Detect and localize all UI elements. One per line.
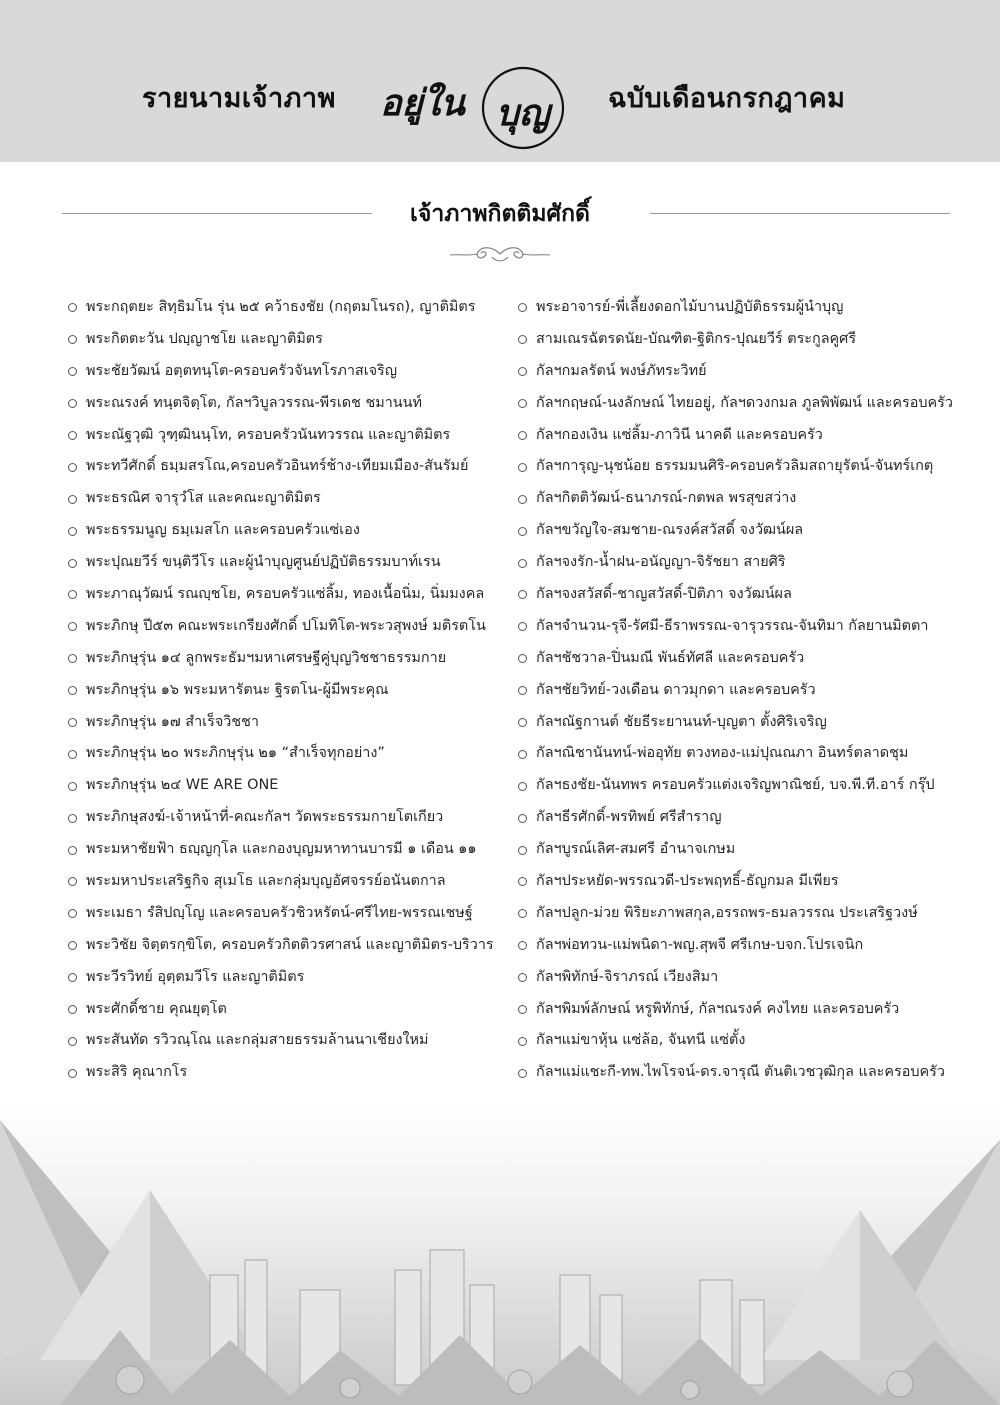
circle-bullet-icon bbox=[68, 622, 77, 631]
left-donor-list bbox=[68, 292, 518, 1089]
right-list-item bbox=[518, 356, 978, 388]
left-donor-name: พระทวีศักดิ์ ธมฺมสรโณ,ครอบครัวอินทร์ช้าง-เทียมเมือง-สันรัมย์ bbox=[86, 458, 469, 475]
circle-bullet-icon bbox=[518, 399, 527, 408]
circle-bullet-icon bbox=[68, 1037, 77, 1046]
circle-bullet-icon bbox=[68, 335, 77, 344]
left-list-item bbox=[68, 994, 518, 1026]
left-donor-name: พระชัยวัฒน์ อตฺตทนฺโต-ครอบครัวจันทโรภาสเจริญ bbox=[86, 362, 398, 379]
header-title-left: รายนามเจ้าภาพ bbox=[142, 83, 336, 114]
circle-bullet-icon bbox=[518, 718, 527, 727]
left-donor-name: พระกิตตะวัน ปญฺญาชโย และญาติมิตร bbox=[86, 330, 323, 347]
left-donor-name: พระเมธา รํสิปญฺโญ และครอบครัวชิวหรัตน์-ศรีไทย-พรรณเชษฐ์ bbox=[86, 904, 473, 921]
left-list-item bbox=[68, 1025, 518, 1057]
left-donor-name: พระวิชัย จิตฺตรกฺขิโต, ครอบครัวกิตติวรศาสน์ และญาติมิตร-บริวาร bbox=[86, 936, 494, 953]
left-donor-name: พระธรรมนูญ ธมฺเมสโก และครอบครัวแซ่เอง bbox=[86, 522, 360, 539]
right-list-item bbox=[518, 388, 978, 420]
right-donor-name: กัลฯจงรัก-น้ำฝน-อนัญญา-จิรัชยา สายศิริ bbox=[536, 554, 786, 571]
right-list-item bbox=[518, 834, 978, 866]
left-list-item bbox=[68, 834, 518, 866]
right-list-item bbox=[518, 1025, 978, 1057]
circle-bullet-icon bbox=[68, 303, 77, 312]
left-list-item bbox=[68, 1057, 518, 1089]
left-donor-name: พระศักดิ์ชาย คุณยุตฺโต bbox=[86, 1000, 227, 1017]
circle-bullet-icon bbox=[68, 750, 77, 759]
left-donor-name: พระภิกษุ ปี๕๓ คณะพระเกรียงศักดิ์ ปโมทิโต-พระวสุพงษ์ มติรตโน bbox=[86, 617, 486, 634]
left-donor-name: พระภิกษุรุ่น ๒๐ พระภิกษุรุ่น ๒๑ “สำเร็จทุกอย่าง” bbox=[86, 745, 385, 762]
left-list-item bbox=[68, 770, 518, 802]
magazine-logo bbox=[380, 62, 602, 158]
left-donor-name: พระปุณยวีร์ ขนฺติวีโร และผู้นำบุญศูนย์ปฏิบัติธรรมบาท์เรน bbox=[86, 554, 441, 571]
right-donor-name: กัลฯแม่ขาหุ้น แซ่ล้อ, จันทนี แซ่ตั้ง bbox=[536, 1032, 746, 1049]
circle-bullet-icon bbox=[518, 686, 527, 695]
left-list-item bbox=[68, 738, 518, 770]
left-list-item bbox=[68, 292, 518, 324]
circle-bullet-icon bbox=[68, 590, 77, 599]
circle-bullet-icon bbox=[68, 909, 77, 918]
right-list-item bbox=[518, 962, 978, 994]
right-donor-name: กัลฯปลูก-ม่วย พิริยะภาพสกุล,อรรถพร-ธมลวรรณ ประเสริฐวงษ์ bbox=[536, 904, 918, 921]
circle-bullet-icon bbox=[68, 654, 77, 663]
right-list-item bbox=[518, 611, 978, 643]
circle-bullet-icon bbox=[68, 559, 77, 568]
right-list-item bbox=[518, 1057, 978, 1089]
circle-bullet-icon bbox=[518, 814, 527, 823]
right-list-item bbox=[518, 866, 978, 898]
right-list-item bbox=[518, 643, 978, 675]
right-donor-name: กัลฯขวัญใจ-สมชาย-ณรงค์สวัสดิ์ จงวัฒน์ผล bbox=[536, 522, 804, 539]
left-donor-name: พระภิกษุรุ่น ๑๖ พระมหารัตนะ ฐิรตโน-ผู้มีพระคุณ bbox=[86, 681, 389, 698]
right-list-item bbox=[518, 802, 978, 834]
circle-bullet-icon bbox=[518, 527, 527, 536]
circle-bullet-icon bbox=[518, 335, 527, 344]
left-list-item bbox=[68, 388, 518, 420]
right-donor-name: กัลฯกองเงิน แซ่ลิ้ม-ภาวินี นาคดี และครอบครัว bbox=[536, 426, 823, 443]
left-list-item bbox=[68, 547, 518, 579]
right-list-item bbox=[518, 451, 978, 483]
left-list-item bbox=[68, 930, 518, 962]
right-donor-name: กัลฯชัชวาล-ปิ่นมณี พันธ์ทัศลี และครอบครัว bbox=[536, 649, 805, 666]
divider-right bbox=[650, 213, 950, 214]
circle-bullet-icon bbox=[518, 941, 527, 950]
right-donor-name: กัลฯธงชัย-นันทพร ครอบครัวแต่งเจริญพาณิชย์, บจ.พี.ที.อาร์ กรุ๊ป bbox=[536, 777, 935, 794]
header-title-right: ฉบับเดือนกรกฎาคม bbox=[608, 83, 846, 114]
left-list-item bbox=[68, 483, 518, 515]
logo-text-b: บุญ bbox=[496, 92, 550, 134]
left-donor-name: พระภิกษุรุ่น ๒๔ WE ARE ONE bbox=[86, 777, 279, 794]
left-donor-name: พระมหาชัยฟ้า ธญฺญกุโล และกองบุญมหาทานบารมี ๑ เดือน ๑๑ bbox=[86, 841, 477, 858]
left-donor-name: พระภิกษุรุ่น ๑๔ ลูกพระธัมฯมหาเศรษฐีคู่บุญวิชชาธรรมกาย bbox=[86, 649, 447, 666]
circle-bullet-icon bbox=[518, 303, 527, 312]
right-donor-name: กัลฯบูรณ์เลิศ-สมศรี อำนาจเกษม bbox=[536, 841, 736, 858]
circle-bullet-icon bbox=[518, 559, 527, 568]
right-donor-name: กัลฯธีรศักดิ์-พรทิพย์ ศรีสำราญ bbox=[536, 809, 722, 826]
right-donor-name: กัลฯพ่อทวน-แม่พนิดา-พญ.สุพจี ศรีเกษ-บจก.โปรเจนิก bbox=[536, 936, 864, 953]
circle-bullet-icon bbox=[68, 973, 77, 982]
right-donor-name: กัลฯณัฐกานต์ ชัยธีระยานนท์-บุญตา ตั้งศิริเจริญ bbox=[536, 713, 827, 730]
right-list-item bbox=[518, 707, 978, 739]
left-donor-name: พระวีรวิทย์ อุตฺตมวีโร และญาติมิตร bbox=[86, 968, 305, 985]
circle-bullet-icon bbox=[68, 877, 77, 886]
circle-bullet-icon bbox=[68, 1069, 77, 1078]
circle-bullet-icon bbox=[518, 622, 527, 631]
circle-bullet-icon bbox=[68, 495, 77, 504]
right-donor-name: กัลฯแม่แชะกี-ทพ.ไพโรจน์-ดร.จารุณี ตันติเวชวุฒิกุล และครอบครัว bbox=[536, 1064, 945, 1081]
left-donor-name: พระมหาประเสริฐกิจ สุเมโธ และกลุ่มบุญอัศจรรย์อนันตกาล bbox=[86, 873, 446, 890]
right-list-item bbox=[518, 579, 978, 611]
circle-bullet-icon bbox=[518, 1069, 527, 1078]
right-donor-name: กัลฯณิชานันทน์-พ่ออุทัย ตวงทอง-แม่ปุณณภา อินทร์ตลาดชุม bbox=[536, 745, 909, 762]
left-list-item bbox=[68, 802, 518, 834]
circle-bullet-icon bbox=[518, 782, 527, 791]
right-list-item bbox=[518, 898, 978, 930]
right-donor-name: พระอาจารย์-พี่เลี้ยงดอกไม้บานปฏิบัติธรรมผู้นำบุญ bbox=[536, 299, 844, 315]
right-list-item bbox=[518, 547, 978, 579]
left-donor-name: พระณัฐวุฒิ วุฑฺฒินนฺโท, ครอบครัวนันทวรรณ และญาติมิตร bbox=[86, 426, 451, 443]
left-list-item bbox=[68, 356, 518, 388]
right-list-item bbox=[518, 994, 978, 1026]
right-donor-name: กัลฯประหยัด-พรรณวดี-ประพฤทธิ์-ธัญกมล มีเพียร bbox=[536, 873, 839, 890]
right-donor-name: กัลฯพิมพ์ลักษณ์ หรูพิทักษ์, กัลฯณรงค์ คงไทย และครอบครัว bbox=[536, 1000, 900, 1017]
circle-bullet-icon bbox=[518, 367, 527, 376]
left-donor-name: พระธรณิศ จารุวํโส และคณะญาติมิตร bbox=[86, 490, 321, 507]
circle-bullet-icon bbox=[68, 814, 77, 823]
right-donor-name: กัลฯชัยวิทย์-วงเดือน ดาวมุกดา และครอบครัว bbox=[536, 681, 816, 698]
circle-bullet-icon bbox=[68, 782, 77, 791]
right-list-item bbox=[518, 738, 978, 770]
circle-bullet-icon bbox=[518, 1005, 527, 1014]
circle-bullet-icon bbox=[518, 654, 527, 663]
circle-bullet-icon bbox=[518, 495, 527, 504]
right-list-item bbox=[518, 292, 978, 324]
right-list-item bbox=[518, 483, 978, 515]
left-list-item bbox=[68, 515, 518, 547]
circle-bullet-icon bbox=[518, 590, 527, 599]
circle-bullet-icon bbox=[518, 1037, 527, 1046]
right-donor-name: กัลฯกฤษณ์-นงลักษณ์ ไทยอยู่, กัลฯดวงกมล ภูลพิพัฒน์ และครอบครัว bbox=[536, 394, 953, 411]
logo-text-a: อยู่ใน bbox=[380, 82, 465, 124]
left-list-item bbox=[68, 611, 518, 643]
right-donor-name: สามเณรฉัตรดนัย-บัณฑิต-ฐิติกร-ปุณยวีร์ ตระกูลคูศรี bbox=[536, 330, 857, 347]
section-title: เจ้าภาพกิตติมศักดิ์ bbox=[410, 201, 590, 227]
circle-bullet-icon bbox=[68, 399, 77, 408]
left-donor-name: พระสิริ คุณากโร bbox=[86, 1064, 188, 1081]
right-list-item bbox=[518, 515, 978, 547]
crystal-footer-illustration bbox=[0, 1100, 1000, 1405]
left-donor-name: พระภาณุวัฒน์ รณญฺชโย, ครอบครัวแซ่ลิ้ม, ทองเนื้อนิ่ม, นิ่มมงคล bbox=[86, 586, 485, 603]
circle-bullet-icon bbox=[68, 941, 77, 950]
left-list-item bbox=[68, 579, 518, 611]
circle-bullet-icon bbox=[68, 431, 77, 440]
right-donor-name: กัลฯการุญ-นุชน้อย ธรรมมนศิริ-ครอบครัวลิมสถายุรัตน์-จันทร์เกตุ bbox=[536, 458, 934, 475]
right-donor-name: กัลฯจำนวน-รุจี-รัศมี-ธีราพรรณ-จารุวรรณ-จันทิมา กัลยานมิตตา bbox=[536, 617, 929, 634]
circle-bullet-icon bbox=[68, 846, 77, 855]
left-donor-name: พระกฤตยะ สิทฺธิมโน รุ่น ๒๕ คว้าธงชัย (กฤตมโนรถ), ญาติมิตร bbox=[86, 299, 476, 315]
right-list-item bbox=[518, 930, 978, 962]
left-donor-name: พระภิกษุสงฆ์-เจ้าหน้าที่-คณะกัลฯ วัดพระธรรมกายโตเกียว bbox=[86, 809, 444, 826]
right-list-item bbox=[518, 675, 978, 707]
circle-bullet-icon bbox=[68, 1005, 77, 1014]
circle-bullet-icon bbox=[68, 718, 77, 727]
right-list-item bbox=[518, 420, 978, 452]
right-donor-name: กัลฯกมลรัตน์ พงษ์ภัทระวิทย์ bbox=[536, 362, 707, 379]
left-list-item bbox=[68, 707, 518, 739]
left-list-item bbox=[68, 420, 518, 452]
left-list-item bbox=[68, 962, 518, 994]
circle-bullet-icon bbox=[518, 973, 527, 982]
circle-bullet-icon bbox=[518, 463, 527, 472]
right-donor-name: กัลฯพิทักษ์-จิราภรณ์ เวียงสิมา bbox=[536, 968, 719, 985]
left-donor-name: พระสันทัด รวิวณฺโณ และกลุ่มสายธรรมล้านนาเชียงใหม่ bbox=[86, 1032, 429, 1049]
circle-bullet-icon bbox=[68, 367, 77, 376]
left-list-item bbox=[68, 643, 518, 675]
circle-bullet-icon bbox=[68, 527, 77, 536]
right-donor-name: กัลฯกิตติวัฒน์-ธนาภรณ์-กตพล พรสุขสว่าง bbox=[536, 490, 797, 507]
left-list-item bbox=[68, 324, 518, 356]
left-donor-name: พระภิกษุรุ่น ๑๗ สำเร็จวิชชา bbox=[86, 713, 259, 730]
circle-bullet-icon bbox=[518, 909, 527, 918]
flourish-ornament-icon bbox=[448, 244, 552, 264]
left-list-item bbox=[68, 675, 518, 707]
circle-bullet-icon bbox=[68, 686, 77, 695]
circle-bullet-icon bbox=[68, 463, 77, 472]
left-list-item bbox=[68, 866, 518, 898]
right-list-item bbox=[518, 324, 978, 356]
right-donor-list bbox=[518, 292, 978, 1089]
left-donor-name: พระณรงค์ ทนฺตจิตฺโต, กัลฯวิบูลวรรณ-พีรเดช ชมานนท์ bbox=[86, 394, 422, 411]
right-list-item bbox=[518, 770, 978, 802]
left-list-item bbox=[68, 451, 518, 483]
left-list-item bbox=[68, 898, 518, 930]
circle-bullet-icon bbox=[518, 877, 527, 886]
circle-bullet-icon bbox=[518, 431, 527, 440]
right-donor-name: กัลฯจงสวัสดิ์-ชาญสวัสดิ์-ปิติภา จงวัฒน์ผล bbox=[536, 586, 792, 603]
circle-bullet-icon bbox=[518, 846, 527, 855]
circle-bullet-icon bbox=[518, 750, 527, 759]
